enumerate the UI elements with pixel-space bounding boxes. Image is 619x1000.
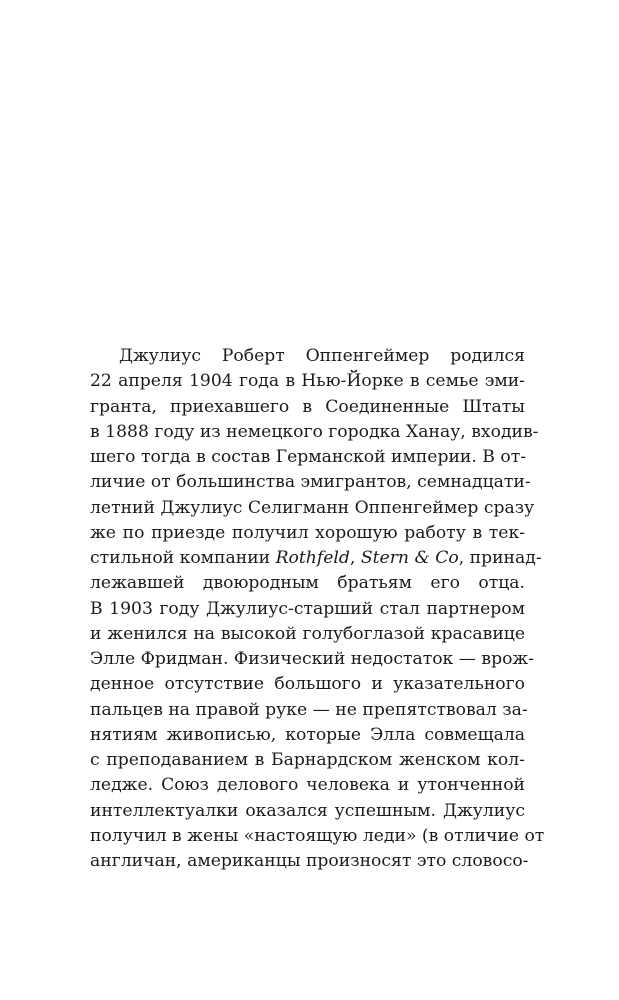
text-line: ледже. Союз делового человека и утонченной xyxy=(90,775,525,796)
text-line: интеллектуалки оказался успешным. Джулиус xyxy=(90,800,525,821)
text-line: и женился на высокой голубоглазой красавице xyxy=(90,623,525,644)
company-name-italic: Rothfeld xyxy=(275,548,350,568)
text-segment: , xyxy=(349,548,361,568)
text-line: англичан, американцы произносят это словосо- xyxy=(90,851,529,871)
text-line: Элле Фридман. Физический недостаток — врож- xyxy=(90,649,535,669)
text-line: гранта, приехавшего в Соединенные Штаты xyxy=(90,396,525,417)
text-segment: стильной компании xyxy=(90,548,276,568)
text-line: лежавшей двоюродным братьям его отца. xyxy=(90,573,525,594)
text-line: шего тогда в состав Германской империи. В от- xyxy=(90,447,527,467)
text-line: же по приезде получил хорошую работу в тек- xyxy=(90,522,525,543)
text-line: пальцев на правой руке — не препятствовал за- xyxy=(90,699,528,720)
text-line-with-company-name xyxy=(90,546,542,571)
company-name-italic: Stern & Co xyxy=(360,548,459,568)
text-line: летний Джулиус Селигманн Оппенгеймер сразу xyxy=(90,497,535,518)
text-line: получил в жены «настоящую леди» (в отличие от xyxy=(90,825,545,846)
text-line: денное отсутствие большого и указательного xyxy=(90,674,525,695)
body-paragraph xyxy=(90,344,545,874)
text-line: Джулиус Роберт Оппенгеймер родился xyxy=(119,346,525,366)
text-segment: , принад- xyxy=(458,548,542,568)
text-line: личие от большинства эмигрантов, семнадцати- xyxy=(90,472,531,493)
text-line: нятиям живописью, которые Элла совмещала xyxy=(90,724,525,745)
text-line: с преподаванием в Барнардском женском кол- xyxy=(90,750,525,770)
text-line: 22 апреля 1904 года в Нью-Йорке в семье эми- xyxy=(90,371,525,392)
text-line: в 1888 году из немецкого городка Ханау, входив- xyxy=(90,421,539,442)
text-line: В 1903 году Джулиус-старший стал партнером xyxy=(90,598,525,619)
